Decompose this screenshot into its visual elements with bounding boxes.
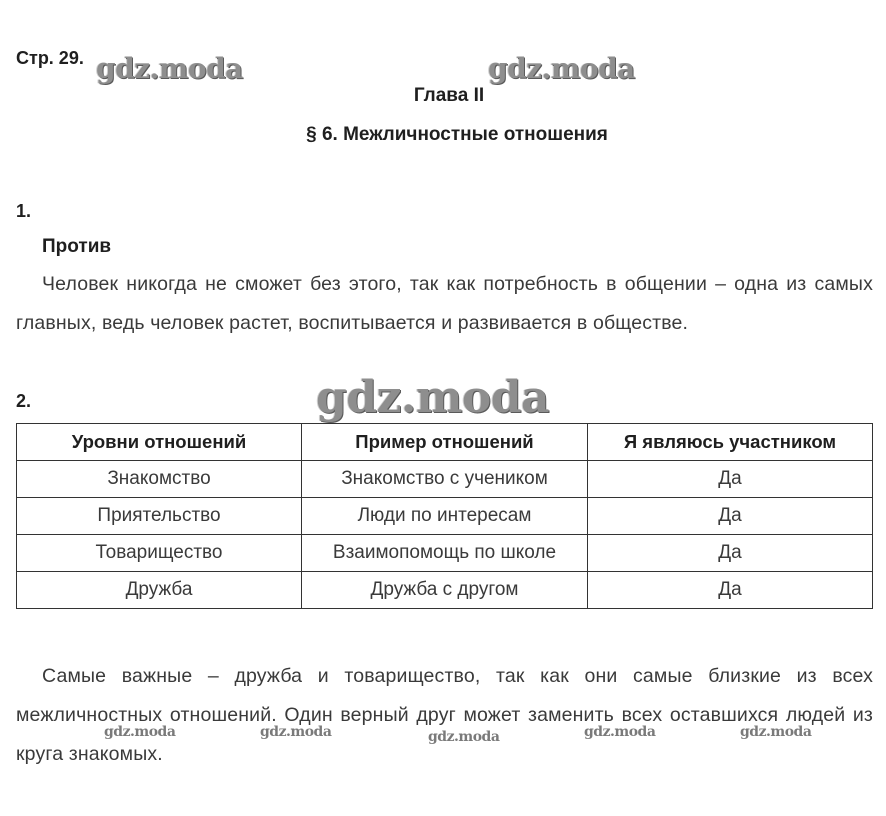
header-levels: Уровни отношений: [17, 424, 302, 461]
watermark: gdz.moda: [104, 724, 176, 740]
table-cell: Знакомство с учеником: [302, 461, 588, 498]
task-2-number: 2.: [16, 391, 32, 411]
relations-table: [16, 423, 873, 609]
table-cell: Дружба с другом: [302, 572, 588, 609]
chapter-title: Глава II: [413, 85, 485, 106]
table-cell: Да: [588, 498, 873, 535]
table-row: [17, 461, 873, 498]
table-cell: Взаимопомощь по школе: [302, 535, 588, 572]
task-1-answer-text: Человек никогда не сможет без этого, так как потребность в общении – одна из самых главных, ведь человек растет, воспитывается и развивается в обществе.: [16, 273, 873, 334]
header-example: Пример отношений: [302, 424, 588, 461]
table-cell: Товарищество: [17, 535, 302, 572]
watermark: gdz.moda: [488, 52, 635, 85]
watermark: gdz.moda: [96, 52, 243, 85]
table-cell: Дружба: [17, 572, 302, 609]
task-1-number: 1.: [16, 201, 32, 221]
table-row: [17, 572, 873, 609]
watermark: gdz.moda: [740, 724, 812, 740]
watermark: gdz.moda: [584, 724, 656, 740]
table-row: [17, 535, 873, 572]
table-cell: Приятельство: [17, 498, 302, 535]
watermark: gdz.moda: [260, 724, 332, 740]
task-1-subheading: Против: [42, 236, 112, 257]
table-cell: Да: [588, 461, 873, 498]
task-2-conclusion: [16, 657, 873, 774]
table-row: [17, 498, 873, 535]
table-cell: Да: [588, 535, 873, 572]
header-participant: Я являюсь участником: [588, 424, 873, 461]
watermark: gdz.moda: [316, 372, 550, 423]
section-title: § 6. Межличностные отношения: [306, 124, 608, 145]
task-1-answer: [16, 265, 873, 343]
table-header-row: [17, 424, 873, 461]
page-reference: Стр. 29.: [16, 48, 84, 68]
table-cell: Знакомство: [17, 461, 302, 498]
watermark: gdz.moda: [428, 729, 500, 745]
table-cell: Да: [588, 572, 873, 609]
table-cell: Люди по интересам: [302, 498, 588, 535]
task-2-conclusion-text: Самые важные – дружба и товарищество, так как они самые близкие из всех межличностных отношений. Один верный друг может заменить всех оставшихся людей из круга знакомых.: [16, 665, 873, 765]
